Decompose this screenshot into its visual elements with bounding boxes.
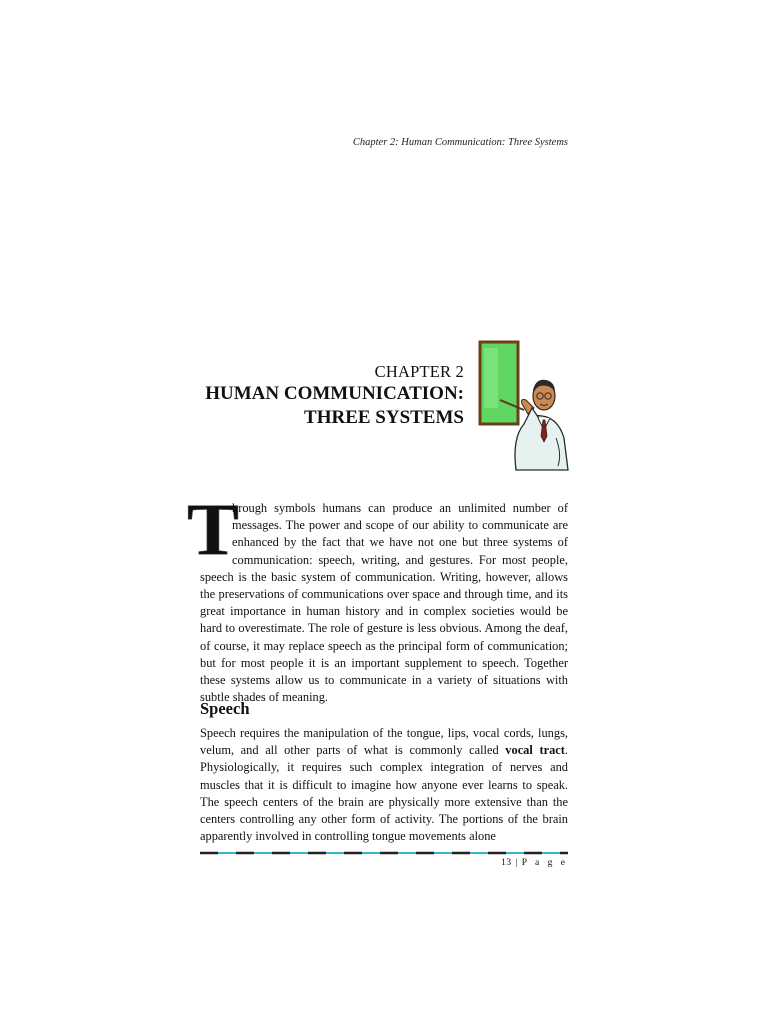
- drop-cap-t: [186, 488, 240, 571]
- page-number-value: 13: [501, 858, 512, 868]
- page-label: P a g e: [521, 858, 568, 868]
- running-header: Chapter 2: Human Communication: Three Systems: [352, 137, 568, 148]
- speech-paragraph: [200, 725, 568, 845]
- drop-cap-letter: T: [186, 488, 240, 571]
- intro-paragraph: [186, 488, 568, 706]
- chapter-title-line-1: HUMAN COMMUNICATION:: [205, 383, 464, 404]
- page-number: [400, 858, 568, 868]
- chapter-title-line-2: THREE SYSTEMS: [304, 407, 464, 428]
- speech-text-part-1: Speech requires the manipulation of the tongue, lips, vocal cords, lungs, velum, and all other parts of what is commonly called: [200, 726, 568, 758]
- intro-text: hrough symbols humans can produce an unlimited number of messages. The power and scope of our ability to communicate are enhanced by the fact that we have not one but three systems of communication: speech, writing, and gestures. For most people, speech is the basic system of communication. Writing, however, allows the preservations of communications over space and through time, and its great importance in human history and in complex societies would be hard to overestimate. The role of gesture is less obvious. Among the deaf, of course, it may replace speech as the principal form of communication; but for most people it is an important supplement to speech. Together these systems allow us to communicate in a variety of situations with subtle shades of meaning.: [200, 501, 568, 705]
- chapter-number: CHAPTER 2: [374, 362, 464, 381]
- footer-divider: [200, 850, 568, 856]
- section-heading-speech: Speech: [200, 699, 250, 718]
- chapter-heading-block: [180, 362, 464, 430]
- vocal-tract-term: vocal tract: [505, 743, 565, 758]
- teacher-pointing-at-board-icon: [478, 338, 570, 470]
- page-number-separator: |: [515, 858, 518, 868]
- speech-text-part-2: . Physiologically, it requires such complex integration of nerves and muscles that it is difficult to imagine how anyone ever learns to speak. The speech centers of the brain are physically more extensive than the centers controlling any other form of activity. The portions of the brain apparently involved in controlling tongue movements alone: [200, 743, 568, 844]
